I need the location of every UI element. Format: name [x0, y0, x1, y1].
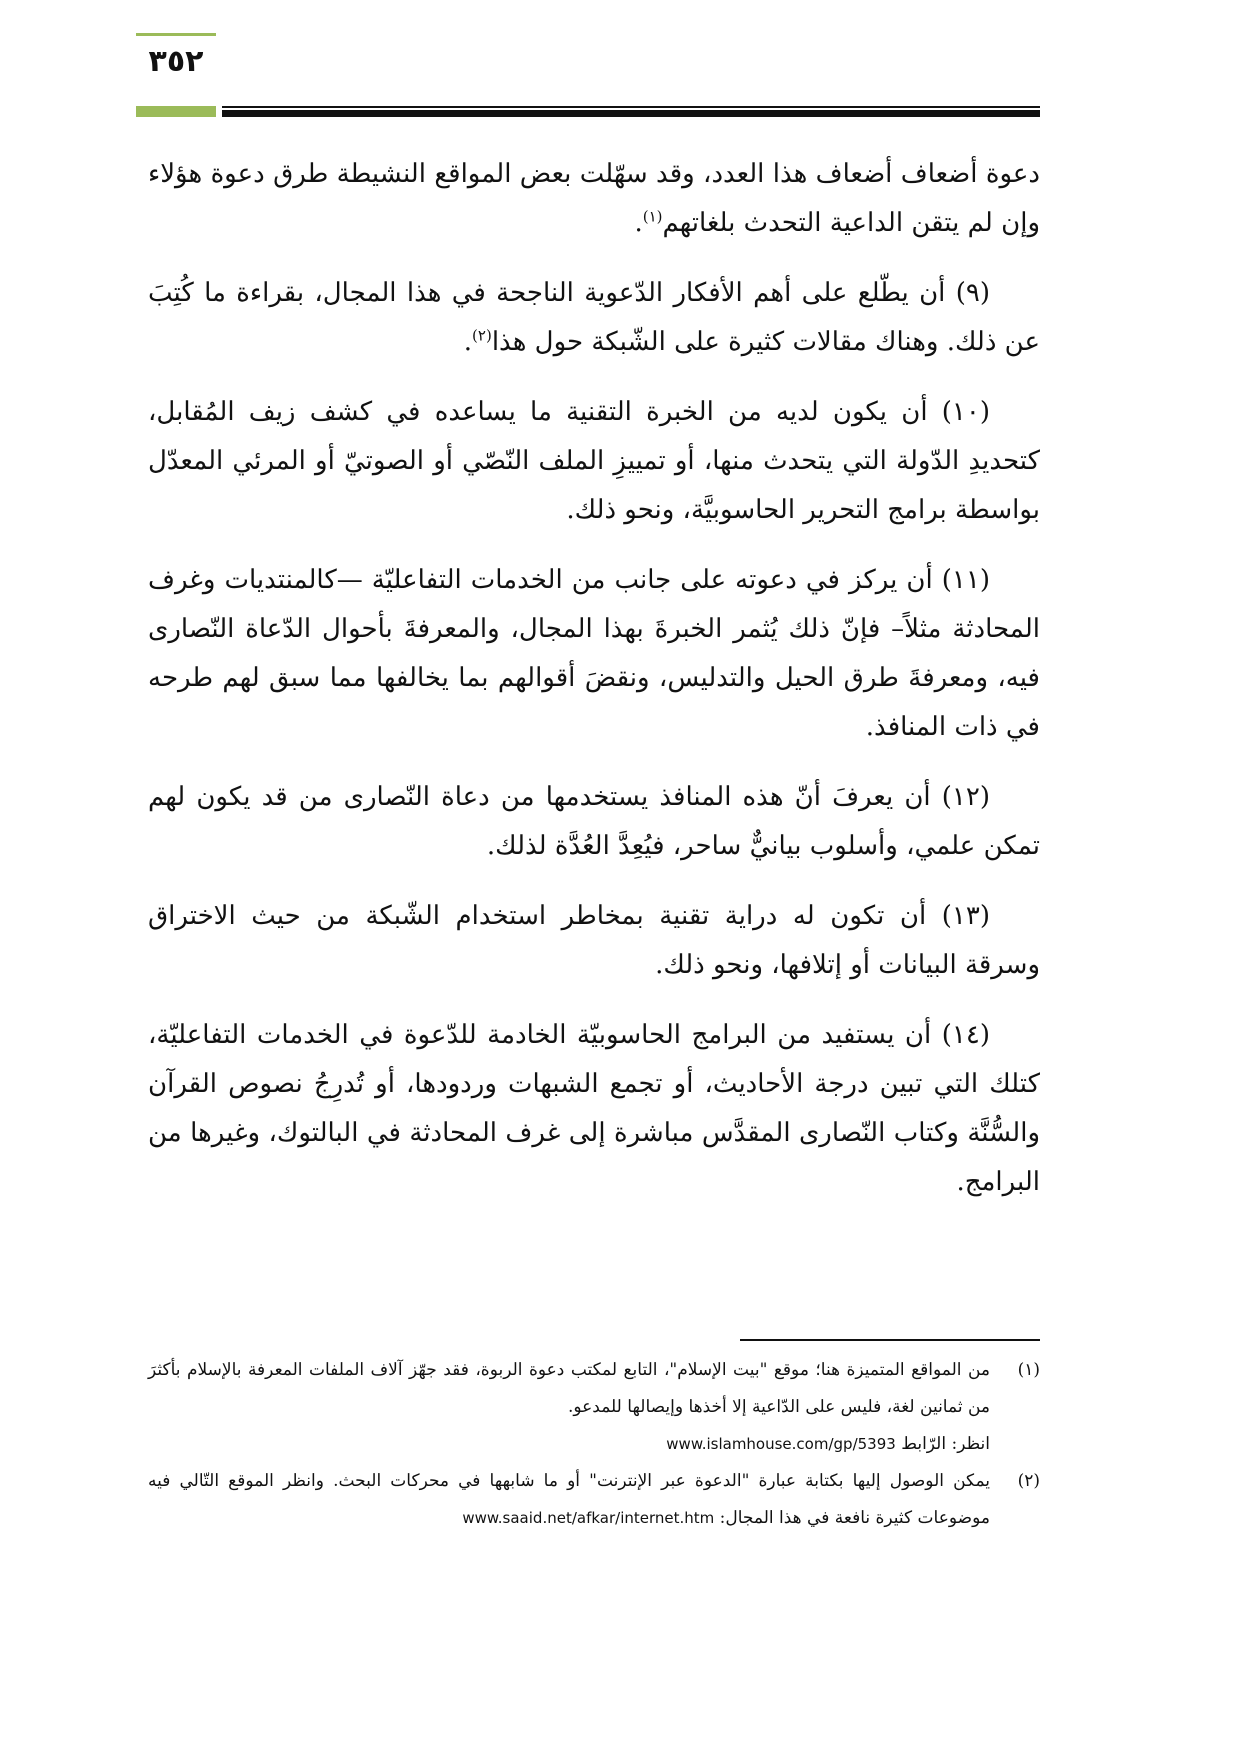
paragraph-item-14: (١٤) أن يستفيد من البرامج الحاسوبيّة الخادمة للدّعوة في الخدمات التفاعليّة، كتلك التي تبين درجة الأحاديث، أو تجمع الشبهات وردودها، أو تُدرِجُ نصوص القرآن والسُّنَّة وكتاب النّصارى المقدَّس مباشرة إلى غرف المحادثة في البالتوك، وغيرها من البرامج. — [148, 1020, 1040, 1197]
paragraph-item-12: (١٢) أن يعرفَ أنّ هذه المنافذ يستخدمها من دعاة النّصارى من قد يكون لهم تمكن علمي، وأسلوب بيانيٌّ ساحر، فيُعِدَّ العُدَّة لذلك. — [148, 782, 1040, 861]
footnote-text: من المواقع المتميزة هنا؛ موقع "بيت الإسلام"، التابع لمكتب دعوة الربوة، فقد جهّز آلاف الملفات المعرفة بالإسلام بأكثرَ من ثمانين لغة، فليس على الدّاعية إلا أخذها وإيصالها للمدعو. — [148, 1360, 990, 1417]
page-number: ٣٥٢ — [148, 44, 204, 79]
paragraph-item-9: (٩) أن يطّلع على أهم الأفكار الدّعوية الناجحة في هذا المجال، بقراءة ما كُتِبَ عن ذلك. وهناك مقالات كثيرة على الشّبكة حول هذا$^{(٢)}$. — [148, 278, 1040, 357]
paragraph-item-11: (١١) أن يركز في دعوته على جانب من الخدمات التفاعليّة —كالمنتديات وغرف المحادثة مثلاً– فإنّ ذلك يُثمر الخبرةَ بهذا المجال، والمعرفةَ بأحوال الدّعاة النّصارى فيه، ومعرفةَ طرق الحيل والتدليس، ونقضَ أقوالهم بما يخالفها مما سبق لهم طرحه في ذات المنافذ. — [148, 565, 1040, 742]
footnote-number: (٢) — [1017, 1471, 1040, 1491]
footnote-number: (١) — [1017, 1360, 1040, 1380]
paragraph-item-10: (١٠) أن يكون لديه من الخبرة التقنية ما يساعده في كشف زيف المُقابل، كتحديدِ الدّولة التي يتحدث منها، أو تمييزِ الملف النّصّي أو الصوتيّ أو المرئي المعدّل بواسطة برامج التحرير الحاسوبيَّة، ونحو ذلك. — [148, 397, 1040, 525]
header-accent-line — [136, 33, 216, 36]
footnote-ref-1[interactable]: (١) — [642, 207, 663, 226]
paragraph-item-13: (١٣) أن تكون له دراية تقنية بمخاطر استخدام الشّبكة من حيث الاختراق وسرقة البيانات أو إتلافها، ونحو ذلك. — [148, 901, 1040, 980]
footnote-2 — [148, 1463, 1040, 1537]
header-rule-thin — [222, 106, 1040, 108]
footnote-separator — [740, 1339, 1040, 1341]
footnote-link-label: انظر: الرّابط — [901, 1434, 990, 1454]
footnotes — [148, 1352, 1040, 1537]
header-rule-thick — [222, 110, 1040, 117]
header-accent-bar — [136, 106, 216, 117]
main-text — [148, 150, 1040, 1228]
footnote-link-line — [148, 1426, 990, 1463]
footnote-url[interactable]: www.saaid.net/afkar/internet.htm — [462, 1509, 715, 1527]
footnote-ref-2[interactable]: (٢) — [472, 326, 492, 345]
footnote-1 — [148, 1352, 1040, 1463]
paragraph-continuation: دعوة أضعاف أضعاف هذا العدد، وقد سهّلت بعض المواقع النشيطة طرق دعوة هؤلاء وإن لم يتقن الداعية التحدث بلغاتهم$^{(١)}$. — [148, 159, 1040, 238]
footnote-text: يمكن الوصول إليها بكتابة عبارة "الدعوة عبر الإنترنت" أو ما شابهها في محركات البحث. وانظر الموقع التّالي فيه موضوعات كثيرة نافعة في هذا المجال: www.saaid.net/afkar/internet.htm — [148, 1471, 990, 1528]
footnote-url[interactable]: www.islamhouse.com/gp/5393 — [666, 1435, 896, 1453]
